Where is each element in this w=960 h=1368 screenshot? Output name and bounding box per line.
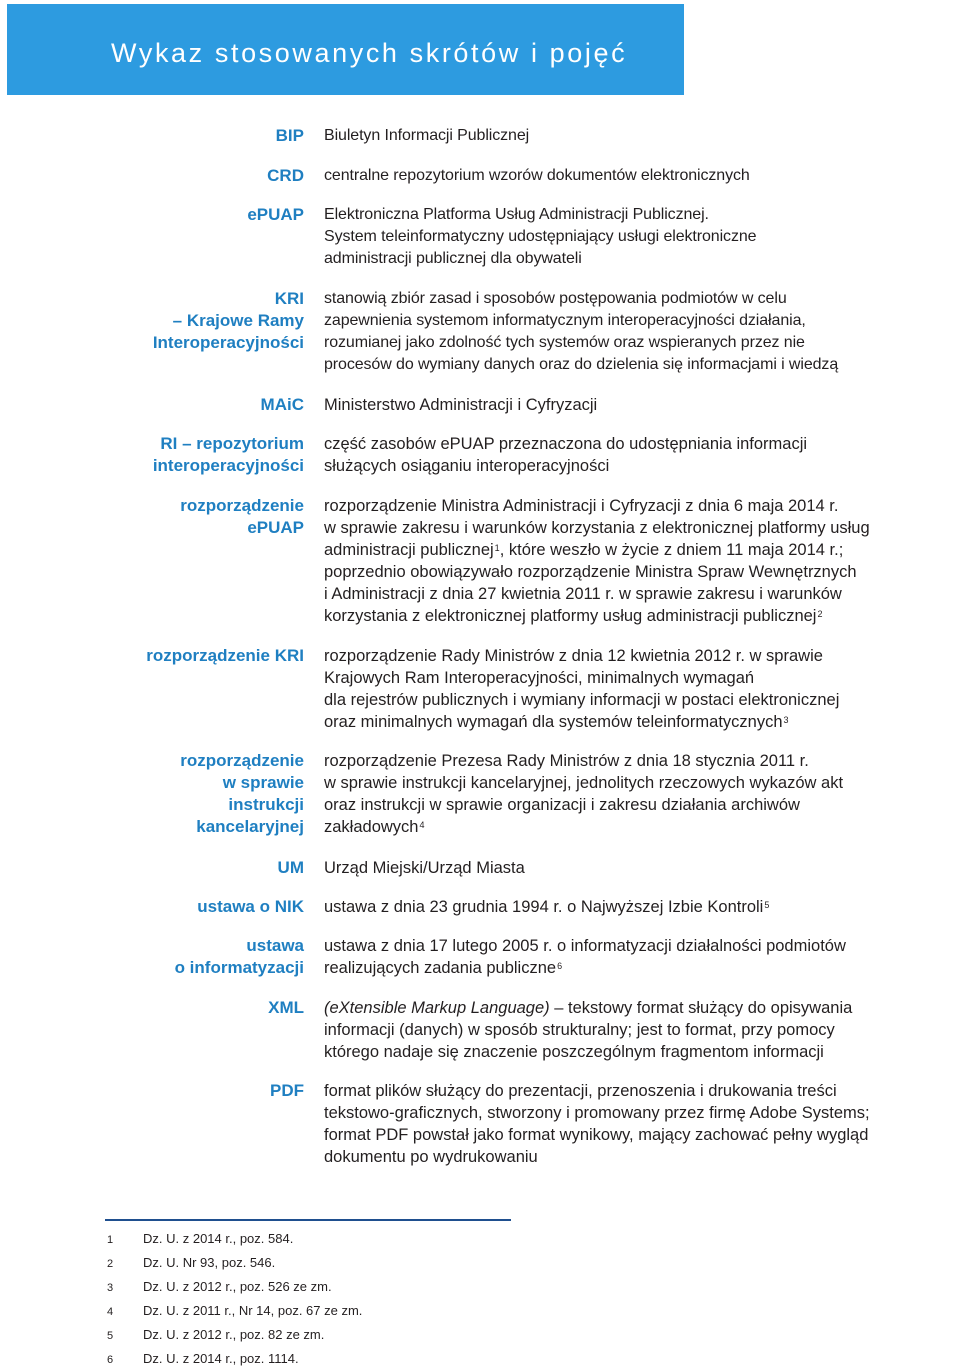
def-rozporzadzenie-instrukcja: rozporządzenie Prezesa Rady Ministrów z dnia 18 stycznia 2011 r. w sprawie instrukcji kancelaryjnej, jednolitych rzeczowych wykazów akt oraz instrukcji w sprawie organizacji i zakresu działania archiwów zakładowych$^4$	[324, 752, 844, 836]
term-maic: MAiC	[260, 395, 304, 414]
term-ustawa-nik: ustawa o NIK	[197, 897, 304, 916]
def-um: Urząd Miejski/Urząd Miasta	[324, 859, 525, 877]
def-kri: stanowią zbiór zasad i sposobów postępowania podmiotów w celu zapewnienia systemom informatycznym interoperacyjności działania, rozumianej jako zdolność tych systemów oraz wspieranych przez nie procesów do wymiany danych oraz do dzielenia się informacjami i wiedzą	[324, 290, 839, 373]
footnote-ref-6: 6	[557, 961, 563, 971]
def-ustawa-nik: ustawa z dnia 23 grudnia 1994 r. o Najwyższej Izbie Kontroli$^5$	[324, 898, 770, 916]
term-ustawa-informatyzacja: ustawa o informatyzacji	[174, 936, 304, 977]
footnote-ref-4: 4	[419, 820, 425, 830]
def-pdf: format plików służący do prezentacji, przenoszenia i drukowania treści tekstowo-graficznych, stworzony i promowany przez firmę Adobe Systems; format PDF powstał jako format wynikowy, mający zachować pełny wygląd dokumentu po wydrukowaniu	[324, 1082, 870, 1166]
def-ri: część zasobów ePUAP przeznaczona do udostępniania informacji służących osiąganiu interoperacyjności	[324, 435, 808, 475]
def-rozporzadzenie-kri: rozporządzenie Rady Ministrów z dnia 12 kwietnia 2012 r. w sprawie Krajowych Ram Interoperacyjności, minimalnych wymagań dla rejestrów publicznych i wymiany informacji w postaci elektronicznej oraz minimalnych wymagań dla systemów teleinformatycznych$^3$	[324, 647, 840, 731]
footnote-5: 5 Dz. U. z 2012 r., poz. 82 ze zm.	[107, 1327, 325, 1342]
term-kri: KRI – Krajowe Ramy Interoperacyjności	[152, 289, 304, 352]
term-epuap: ePUAP	[247, 205, 304, 224]
term-um: UM	[277, 858, 304, 877]
footnote-4: 4 Dz. U. z 2011 r., Nr 14, poz. 67 ze zm.	[107, 1303, 363, 1318]
footnote-1: 1 Dz. U. z 2014 r., poz. 584.	[107, 1231, 294, 1246]
footnote-2: 2 Dz. U. Nr 93, poz. 546.	[107, 1255, 276, 1270]
def-bip: Biuletyn Informacji Publicznej	[324, 127, 530, 144]
footnote-3: 3 Dz. U. z 2012 r., poz. 526 ze zm.	[107, 1279, 332, 1294]
title-banner	[7, 4, 684, 95]
def-rozporzadzenie-epuap: rozporządzenie Ministra Administracji i Cyfryzacji z dnia 6 maja 2014 r. w sprawie zakresu i warunków korzystania z elektronicznej platformy usług administracji publicznej$^1$, które weszło w życie z dniem 11 maja 2014 r.; poprzednio obowiązywało rozporządzenie Ministra Spraw Wewnętrznych i Administracji z dnia 27 kwietnia 2011 r. w sprawie zakresu i warunków korzystania z elektronicznej platformy usług administracji publicznej$^2$	[324, 497, 870, 625]
def-maic: Ministerstwo Administracji i Cyfryzacji	[324, 396, 598, 414]
def-epuap: Elektroniczna Platforma Usług Administracji Publicznej. System teleinformatyczny udostępniający usługi elektroniczne administracji publicznej dla obywateli	[324, 206, 757, 267]
footnote-ref-2: 2	[817, 609, 823, 619]
page-title: Wykaz stosowanych skrótów i pojęć	[111, 38, 628, 68]
def-crd: centralne repozytorium wzorów dokumentów elektronicznych	[324, 167, 750, 184]
term-bip: BIP	[275, 126, 304, 145]
term-xml: XML	[268, 998, 304, 1017]
term-crd: CRD	[267, 166, 304, 185]
term-rozporzadzenie-epuap: rozporządzenie ePUAP	[180, 496, 304, 537]
def-xml: (eXtensible Markup Language) – tekstowy format służący do opisywania informacji (danych) w sposób strukturalny; jest to format, przy pomocy którego nadaje się znaczenie poszczególnym fragmentom informacji	[324, 999, 853, 1061]
term-ri: RI – repozytorium interoperacyjności	[152, 434, 304, 475]
footnote-ref-1: 1	[494, 543, 500, 553]
footnote-ref-3: 3	[783, 715, 789, 725]
def-ustawa-informatyzacja: ustawa z dnia 17 lutego 2005 r. o informatyzacji działalności podmiotów realizujących zadania publiczne$^6$	[324, 937, 846, 977]
term-pdf: PDF	[270, 1081, 304, 1100]
term-rozporzadzenie-kri: rozporządzenie KRI	[146, 646, 304, 665]
footnote-6: 6 Dz. U. z 2014 r., poz. 1114.	[107, 1351, 299, 1366]
footnote-ref-5: 5	[764, 900, 770, 910]
term-rozporzadzenie-instrukcja: rozporządzenie w sprawie instrukcji kancelaryjnej	[180, 751, 304, 836]
footnote-divider	[105, 1219, 511, 1221]
